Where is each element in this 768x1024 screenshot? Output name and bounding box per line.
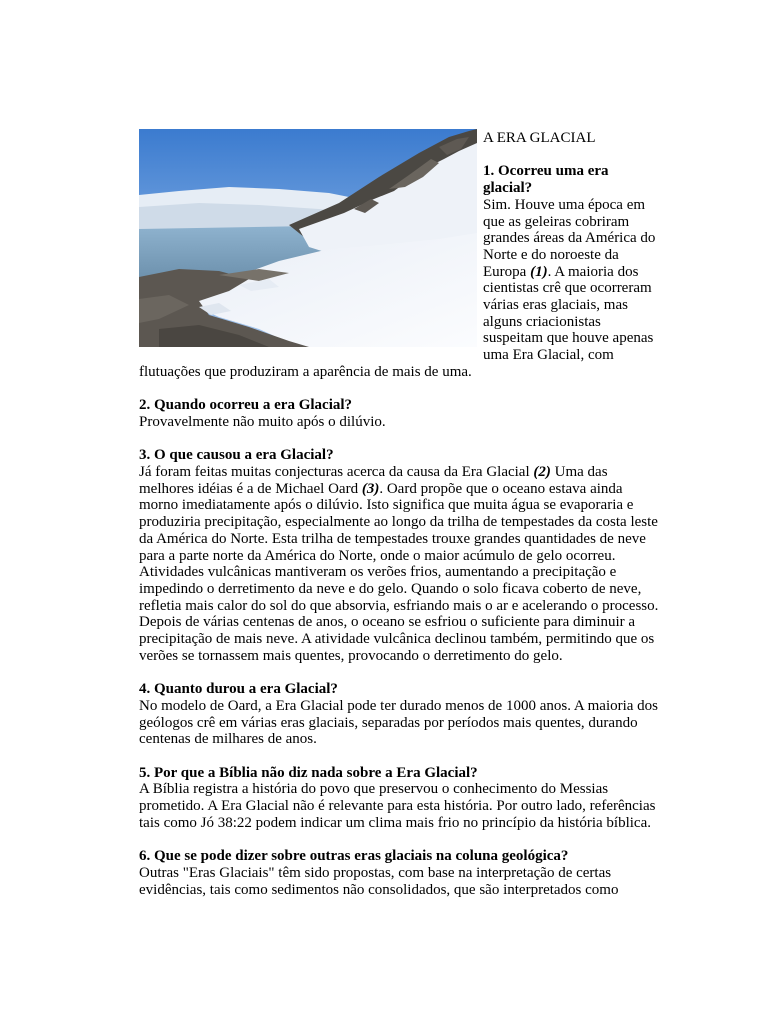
answer-3-text-b: Uma das melhores idéias é a de Michael Oard — [139, 464, 608, 497]
blank-line — [139, 664, 661, 681]
answer-4: No modelo de Oard, a Era Glacial pode ter durado menos de 1000 anos. A maioria dos geólogos crê em várias eras glaciais, separadas por períodos mais quentes, durando centenas de milhares de anos. — [139, 697, 659, 748]
answer-1-text-b: . A maioria dos cientistas crê que ocorreram várias eras glaciais, mas alguns criacionistas suspeitam que houve apenas uma Era Glacial, com flutuações que produziram a aparência de mais de uma. — [139, 263, 654, 380]
document-page — [139, 129, 661, 898]
blank-line — [139, 748, 661, 765]
reference-1: (1) — [530, 263, 548, 280]
answer-3-text-a: Já foram feitas muitas conjecturas acerca da causa da Era Glacial — [139, 464, 534, 481]
document-title: A ERA GLACIAL — [483, 130, 596, 146]
question-3: 3. O que causou a era Glacial? — [139, 447, 334, 464]
reference-3: (3) — [361, 480, 380, 497]
answer-5: A Bíblia registra a história do povo que preservou o conhecimento do Messias prometido. A Era Glacial não é relevante para esta história. Por outro lado, referências tais como Jó 38:22 podem indicar um clima mais frio no princípio da história bíblica. — [139, 781, 656, 831]
blank-line — [139, 431, 661, 448]
question-5: 5. Por que a Bíblia não diz nada sobre a Era Glacial? — [139, 764, 478, 781]
answer-2: Provavelmente não muito após o dilúvio. — [139, 413, 386, 430]
question-1: 1. Ocorreu uma era glacial? — [483, 163, 609, 197]
answer-3 — [139, 464, 661, 664]
question-6: 6. Que se pode dizer sobre outras eras glaciais na coluna geológica? — [139, 848, 569, 865]
blank-line — [139, 381, 661, 398]
answer-1-text-a: Sim. Houve uma época em que as geleiras cobriram grandes áreas da América do Norte e do noroeste da Europa — [483, 196, 656, 280]
question-4: 4. Quanto durou a era Glacial? — [139, 681, 338, 698]
reference-2: (2) — [533, 464, 551, 481]
blank-line — [139, 831, 661, 848]
answer-6: Outras "Eras Glaciais" têm sido propostas, com base na interpretação de certas evidências, tais como sedimentos não consolidados, que são interpretados como — [139, 864, 619, 898]
glacier-photo — [139, 129, 477, 347]
answer-3-text-c: . Oard propõe que o oceano estava ainda morno imediatamente após o dilúvio. Isto significa que muita água se evaporaria e produziria precipitação, especialmente ao longo da trilha de tempestades da costa leste da América do Norte. Esta trilha de tempestades trouxe grandes quantidades de neve para a parte norte da América do Norte, onde o maior acúmulo de gelo ocorreu. Atividades vulcânicas mantiveram os verões frios, aumentando a precipitação e impedindo o derretimento da neve e do gelo. Quando o solo ficava coberto de neve, refletia mais calor do sol do que absorvia, esfriando mais o ar e acelerando o processo. Depois de várias centenas de anos, o oceano se esfriou o suficiente para diminuir a precipitação de mais neve. A atividade vulcânica declinou também, permitindo que os verões se tornassem mais quentes, provocando o derretimento do gelo. — [139, 480, 659, 664]
question-2: 2. Quando ocorreu a era Glacial? — [139, 397, 353, 414]
